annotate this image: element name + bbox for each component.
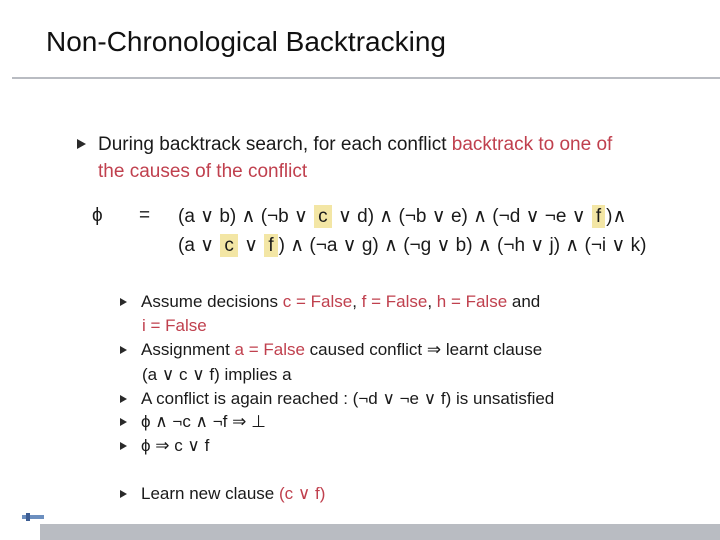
footer-bar xyxy=(40,524,720,540)
bullet-text-1a: During backtrack search, for each conflict xyxy=(98,134,452,155)
formula-phi: ϕ xyxy=(92,205,103,226)
sub-bullet-6 xyxy=(120,484,325,504)
formula-row2-part-4: ) ∧ (¬a ∨ g) ∧ (¬g ∨ b) ∧ (¬h ∨ j) ∧ (¬i ∨ k) xyxy=(278,235,647,256)
bullet-arrow-icon xyxy=(120,346,127,354)
formula-row1-part-2: ∨ d) ∧ (¬b ∨ e) ∧ (¬d ∨ ¬e ∨ xyxy=(332,206,591,227)
formula-row1-part-0: (a ∨ b) ∧ (¬b ∨ xyxy=(178,206,314,227)
s2-text-b: caused conflict ⇒ learnt clause xyxy=(304,340,543,359)
formula-row1-part-3: f xyxy=(592,205,605,228)
s2-line2: (a ∨ c ∨ f) implies a xyxy=(142,365,292,384)
logo-icon xyxy=(20,512,46,522)
formula-row1-part-4: )∧ xyxy=(606,206,627,227)
formula-row2-part-2: ∨ xyxy=(238,235,264,256)
formula-row2-part-3: f xyxy=(264,234,277,257)
sub-bullet-5 xyxy=(120,436,209,456)
s1-text: Assume decisions xyxy=(141,292,283,311)
bullet-arrow-icon xyxy=(120,395,127,403)
formula-row-1 xyxy=(178,205,626,228)
bullet-arrow-icon xyxy=(77,139,86,149)
formula-row-2 xyxy=(178,234,646,257)
bullet-text-1b: backtrack to one of xyxy=(451,134,613,155)
header-rule xyxy=(12,77,720,79)
s4-text: ϕ ∧ ¬c ∧ ¬f ⇒ ⊥ xyxy=(141,412,266,431)
s1-sep: , xyxy=(352,292,362,311)
s3-text: A conflict is again reached : (¬d ∨ ¬e ∨ f) is unsatisfied xyxy=(141,389,555,408)
s1-h-false: h = False xyxy=(436,292,508,311)
formula-equals: = xyxy=(139,205,151,226)
sub-bullet-1 xyxy=(120,292,540,312)
s6-text: Learn new clause xyxy=(141,484,279,503)
s1-sep: , xyxy=(427,292,437,311)
sub-bullet-3 xyxy=(120,389,554,409)
s6-clause: (c ∨ f) xyxy=(278,484,326,503)
bullet-text-line2: the causes of the conflict xyxy=(98,161,308,182)
sub-bullet-4 xyxy=(120,412,266,432)
s5-text: ϕ ⇒ c ∨ f xyxy=(141,436,210,455)
formula-row2-part-1: c xyxy=(220,234,238,257)
bullet-arrow-icon xyxy=(120,442,127,450)
s2-text: Assignment xyxy=(141,340,235,359)
s1-and: and xyxy=(507,292,541,311)
bullet-arrow-icon xyxy=(120,298,127,306)
s2-a-false: a = False xyxy=(234,340,305,359)
s1-i-false: i = False xyxy=(142,316,207,335)
slide-title: Non-Chronological Backtracking xyxy=(46,26,446,57)
main-bullet xyxy=(77,134,612,156)
formula-row1-part-1: c xyxy=(314,205,332,228)
formula-row2-part-0: (a ∨ xyxy=(178,235,220,256)
s1-c-false: c = False xyxy=(282,292,353,311)
bullet-arrow-icon xyxy=(120,418,127,426)
s1-f-false: f = False xyxy=(361,292,428,311)
sub-bullet-2 xyxy=(120,340,542,360)
bullet-arrow-icon xyxy=(120,490,127,498)
